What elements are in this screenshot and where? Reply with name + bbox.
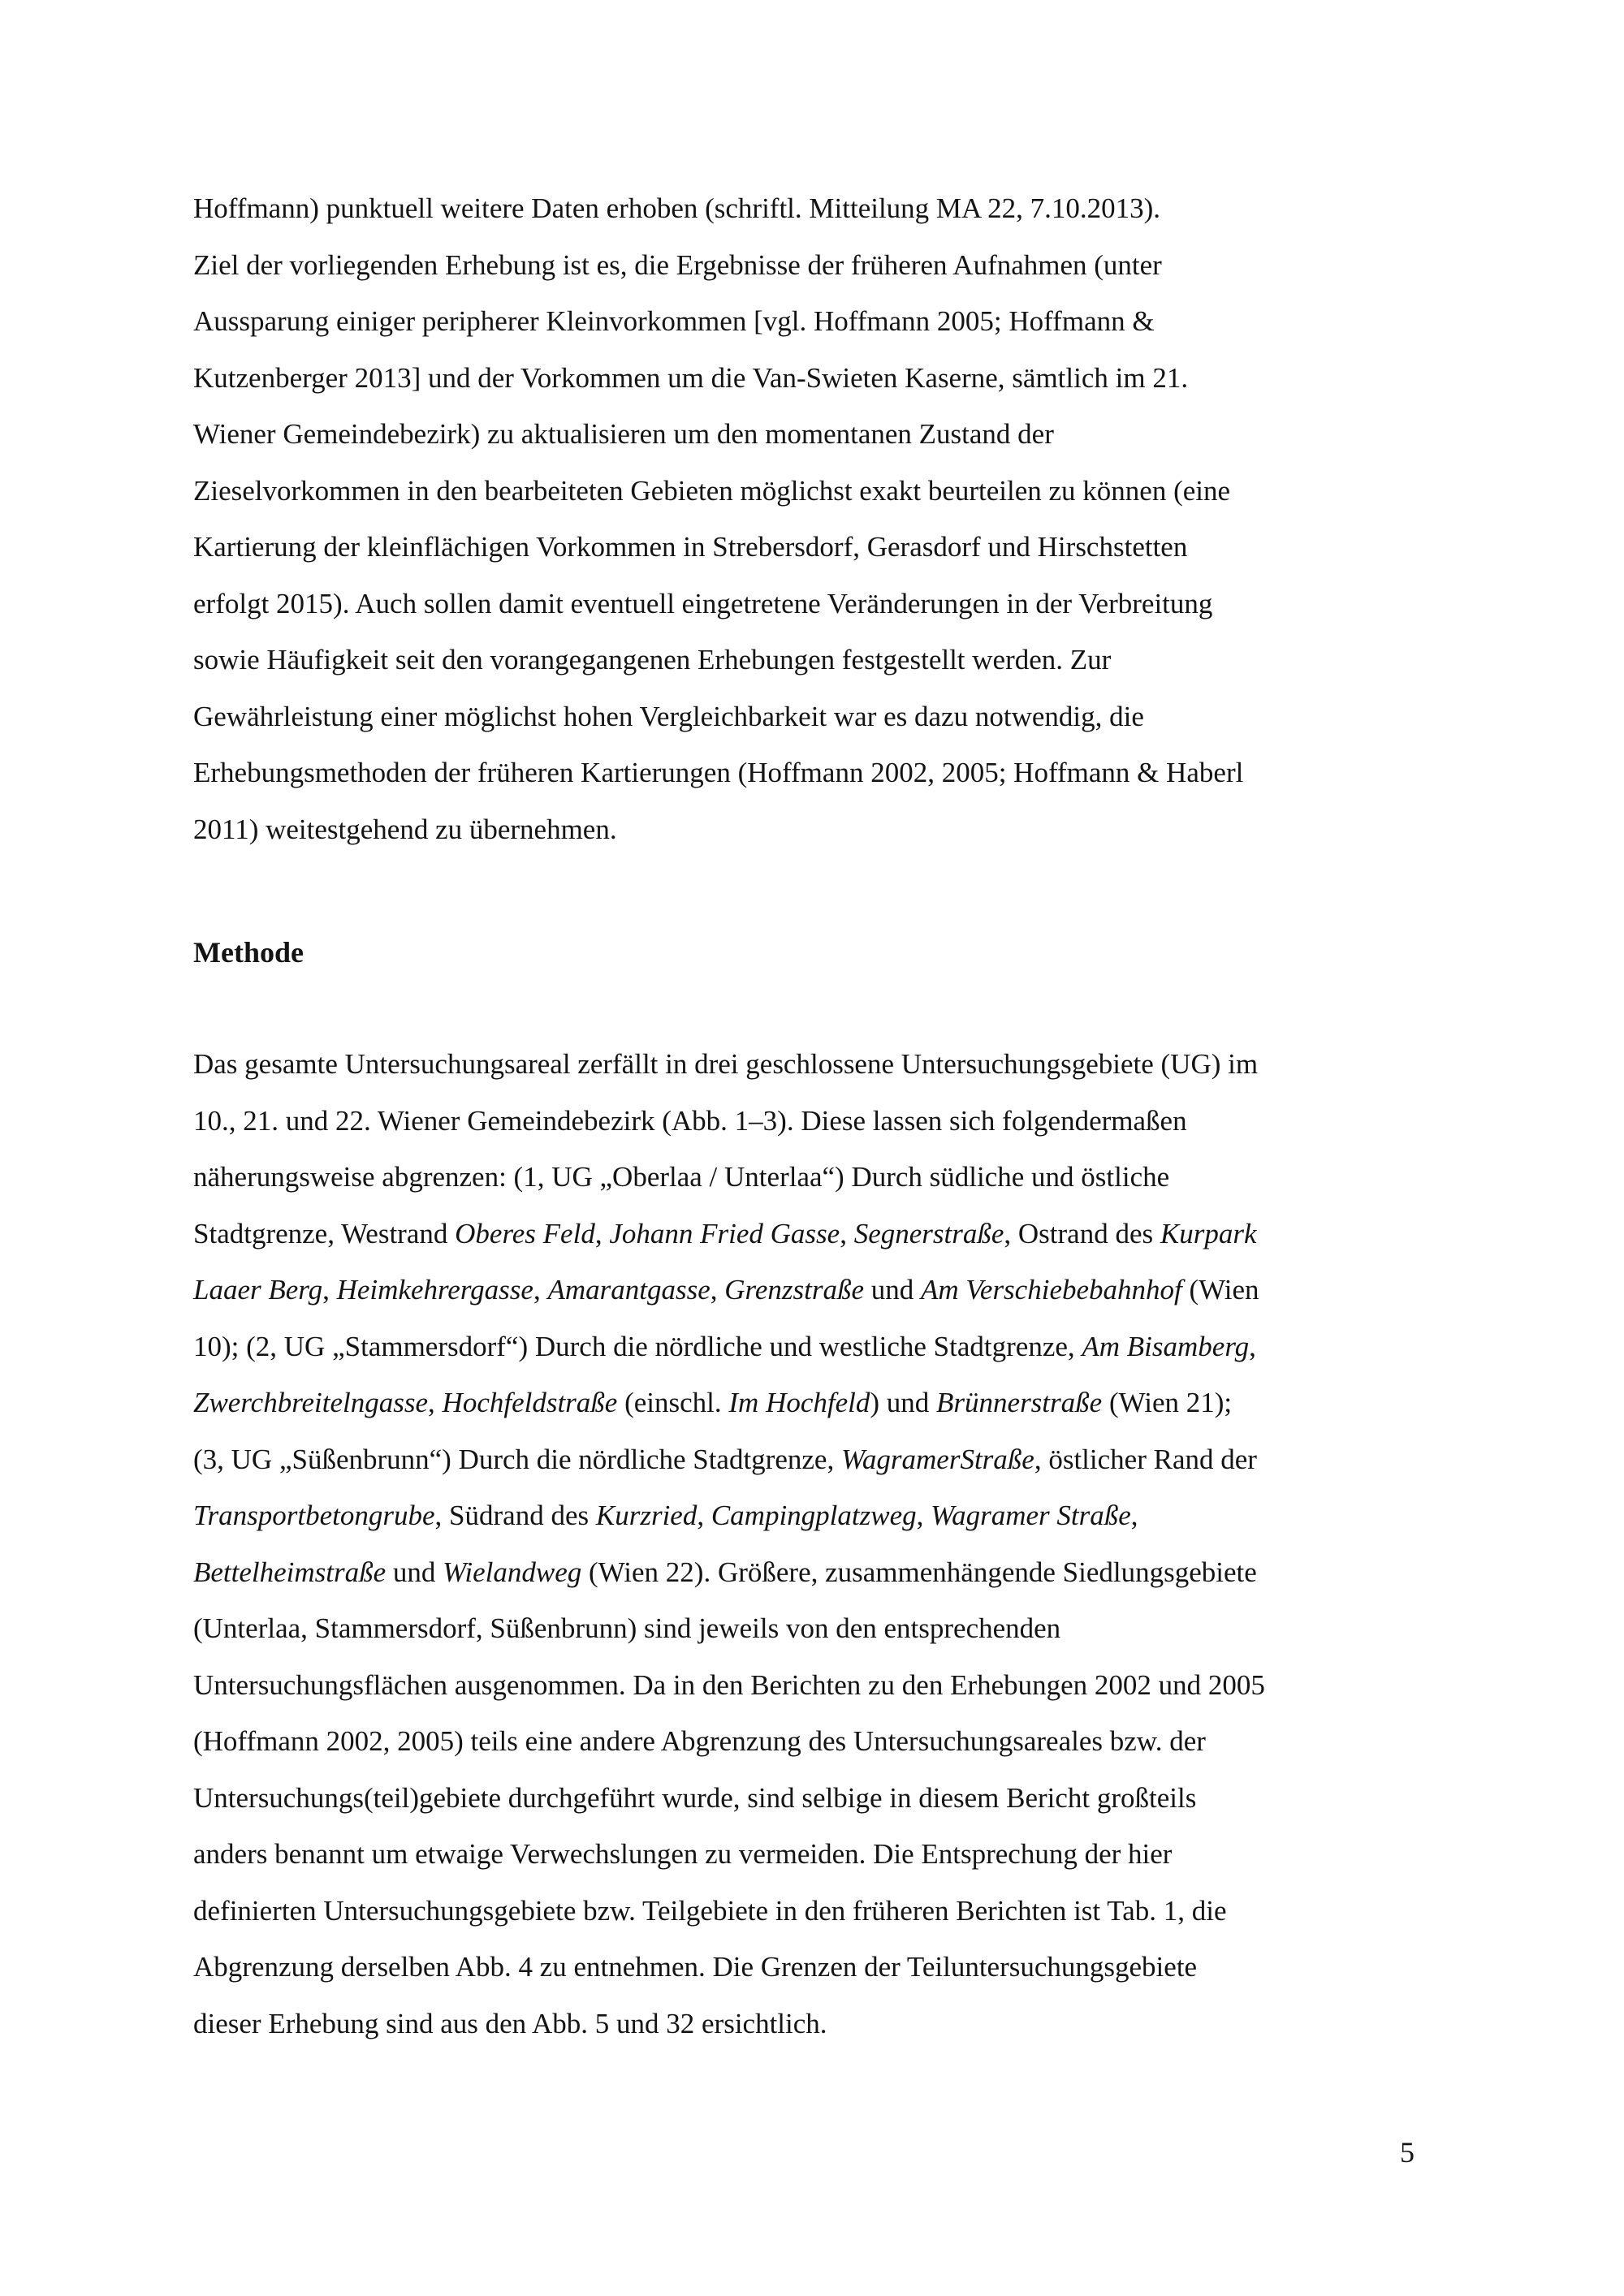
text-run: Stadtgrenze, Westrand bbox=[193, 1217, 456, 1249]
place-name: Transportbetongrube bbox=[193, 1500, 435, 1531]
text-line: Erhebungsmethoden der früheren Kartierungen (Hoffmann 2002, 2005; Hoffmann & Haberl bbox=[193, 757, 1244, 788]
text-run: definierten Untersuchungsgebiete bzw. Teilgebiete in den früheren Berichten ist Tab. 1, die bbox=[193, 1894, 1227, 1927]
text-run: 10); (2, UG „Stammersdorf“) Durch die nördliche und westliche Stadtgrenze, bbox=[193, 1330, 1082, 1362]
text-line: Kutzenberger 2013] und der Vorkommen um die Van-Swieten Kaserne, sämtlich im 21. bbox=[193, 361, 1189, 394]
text-line bbox=[193, 1149, 1460, 1206]
text-line bbox=[193, 1713, 1460, 1770]
place-name: Wielandweg bbox=[443, 1556, 582, 1588]
text-line bbox=[193, 1939, 1460, 1996]
place-name: Amarantgasse bbox=[547, 1274, 710, 1306]
place-name: Campingplatzweg bbox=[710, 1500, 917, 1531]
text-run: Abgrenzung derselben Abb. 4 zu entnehmen. Die Grenzen der Teiluntersuchungsgebiete bbox=[193, 1951, 1198, 1983]
text-line: Zieselvorkommen in den bearbeiteten Gebieten möglichst exakt beurteilen zu können (eine bbox=[193, 474, 1231, 507]
text-run: , bbox=[594, 1217, 610, 1249]
text-run: 10., 21. und 22. Wiener Gemeindebezirk (Abb. 1–3). Diese lassen sich folgendermaßen bbox=[193, 1104, 1187, 1137]
text-run: Untersuchungs(teil)gebiete durchgeführt wurde, sind selbige in diesem Bericht großteils bbox=[193, 1781, 1197, 1814]
text-line bbox=[193, 1262, 1460, 1318]
text-run: , bbox=[322, 1274, 337, 1306]
place-name: Oberes Feld bbox=[455, 1217, 595, 1249]
intro-paragraph bbox=[193, 180, 1460, 857]
method-paragraph bbox=[193, 1036, 1460, 2052]
text-run: (Unterlaa, Stammersdorf, Süßenbrunn) sind jeweils von den entsprechenden bbox=[193, 1612, 1061, 1644]
text-line: Aussparung einiger peripherer Kleinvorkommen [vgl. Hoffmann 2005; Hoffmann & bbox=[193, 305, 1155, 337]
text-run: , bbox=[1130, 1500, 1138, 1531]
text-line bbox=[193, 1600, 1460, 1657]
text-line bbox=[193, 1375, 1460, 1431]
text-run: , bbox=[840, 1217, 854, 1249]
place-name: Wagramer Straße bbox=[931, 1500, 1131, 1531]
text-line bbox=[193, 1996, 1460, 2052]
text-run: , bbox=[428, 1387, 443, 1418]
text-line: Wiener Gemeindebezirk) zu aktualisieren um den momentanen Zustand der bbox=[193, 418, 1054, 450]
text-run: (Wien 21); bbox=[1102, 1387, 1233, 1418]
page-number: 5 bbox=[1400, 2136, 1415, 2169]
text-run: , bbox=[1249, 1330, 1256, 1362]
text-line bbox=[193, 1318, 1460, 1375]
text-run: (Hoffmann 2002, 2005) teils eine andere Abgrenzung des Untersuchungsareales bzw. der bbox=[193, 1725, 1206, 1757]
place-name: Hochfeldstraße bbox=[442, 1387, 618, 1418]
text-run: (einschl. bbox=[617, 1387, 729, 1418]
text-run: (Wien 22). Größere, zusammenhängende Siedlungsgebiete bbox=[581, 1556, 1257, 1588]
place-name: Grenzstraße bbox=[724, 1274, 864, 1306]
text-run: (3, UG „Süßenbrunn“) Durch die nördliche Stadtgrenze, bbox=[193, 1443, 841, 1475]
text-line bbox=[193, 1657, 1460, 1714]
text-line: Hoffmann) punktuell weitere Daten erhoben (schriftl. Mitteilung MA 22, 7.10.2013). bbox=[193, 192, 1161, 224]
text-run: anders benannt um etwaige Verwechslungen zu vermeiden. Die Entsprechung der hier bbox=[193, 1838, 1173, 1870]
text-line bbox=[193, 1883, 1460, 1940]
text-line bbox=[193, 1826, 1460, 1883]
text-line bbox=[193, 1093, 1460, 1150]
place-name: Johann Fried Gasse bbox=[609, 1217, 840, 1249]
place-name: Brünnerstraße bbox=[936, 1387, 1103, 1418]
place-name: WagramerStraße bbox=[840, 1443, 1034, 1475]
text-run: , bbox=[697, 1500, 711, 1531]
place-name: Kurpark bbox=[1160, 1217, 1257, 1249]
text-run: dieser Erhebung sind aus den Abb. 5 und 32 ersichtlich. bbox=[193, 2007, 827, 2039]
text-line bbox=[193, 1487, 1460, 1544]
text-line: Kartierung der kleinflächigen Vorkommen in Strebersdorf, Gerasdorf und Hirschstetten bbox=[193, 531, 1188, 563]
text-line: erfolgt 2015). Auch sollen damit eventuell eingetretene Veränderungen in der Verbreitung bbox=[193, 587, 1213, 619]
text-run: ) und bbox=[870, 1387, 937, 1418]
text-run: , östlicher Rand der bbox=[1034, 1443, 1257, 1475]
text-line bbox=[193, 1431, 1460, 1488]
place-name: Bettelheimstraße bbox=[193, 1556, 387, 1588]
text-line bbox=[193, 1544, 1460, 1601]
text-run: , Südrand des bbox=[434, 1500, 596, 1531]
text-line: Gewährleistung einer möglichst hohen Vergleichbarkeit war es dazu notwendig, die bbox=[193, 700, 1144, 732]
place-name: Im Hochfeld bbox=[728, 1387, 870, 1418]
text-line: 2011) weitestgehend zu übernehmen. bbox=[193, 813, 617, 845]
section-heading: Methode bbox=[193, 936, 304, 969]
place-name: Am Bisamberg bbox=[1082, 1330, 1250, 1362]
text-run: Untersuchungsflächen ausgenommen. Da in den Berichten zu den Erhebungen 2002 und 2005 bbox=[193, 1668, 1265, 1701]
text-run: , Ostrand des bbox=[1004, 1217, 1160, 1249]
place-name: Segnerstraße bbox=[853, 1217, 1004, 1249]
place-name: Laaer Berg bbox=[193, 1274, 323, 1306]
text-line: Ziel der vorliegenden Erhebung ist es, die Ergebnisse der früheren Aufnahmen (unter bbox=[193, 248, 1162, 281]
text-run: (Wien bbox=[1181, 1274, 1259, 1306]
text-run: und bbox=[386, 1556, 443, 1588]
text-run: Das gesamte Untersuchungsareal zerfällt in drei geschlossene Untersuchungsgebiete (UG) im bbox=[193, 1048, 1259, 1080]
text-run: , bbox=[533, 1274, 548, 1306]
place-name: Zwerchbreitelngasse bbox=[193, 1387, 429, 1418]
place-name: Heimkehrergasse bbox=[336, 1274, 533, 1306]
text-line bbox=[193, 1770, 1460, 1827]
text-line bbox=[193, 1206, 1460, 1262]
place-name: Kurzried bbox=[595, 1500, 698, 1531]
text-run: , bbox=[710, 1274, 725, 1306]
text-run: , bbox=[916, 1500, 931, 1531]
text-line: sowie Häufigkeit seit den vorangegangenen Erhebungen festgestellt werden. Zur bbox=[193, 644, 1112, 675]
text-run: und bbox=[864, 1274, 921, 1306]
text-run: näherungsweise abgrenzen: (1, UG „Oberlaa / Unterlaa“) Durch südliche und östliche bbox=[193, 1161, 1170, 1193]
place-name: Am Verschiebebahnhof bbox=[921, 1274, 1182, 1306]
text-line bbox=[193, 1036, 1460, 1093]
